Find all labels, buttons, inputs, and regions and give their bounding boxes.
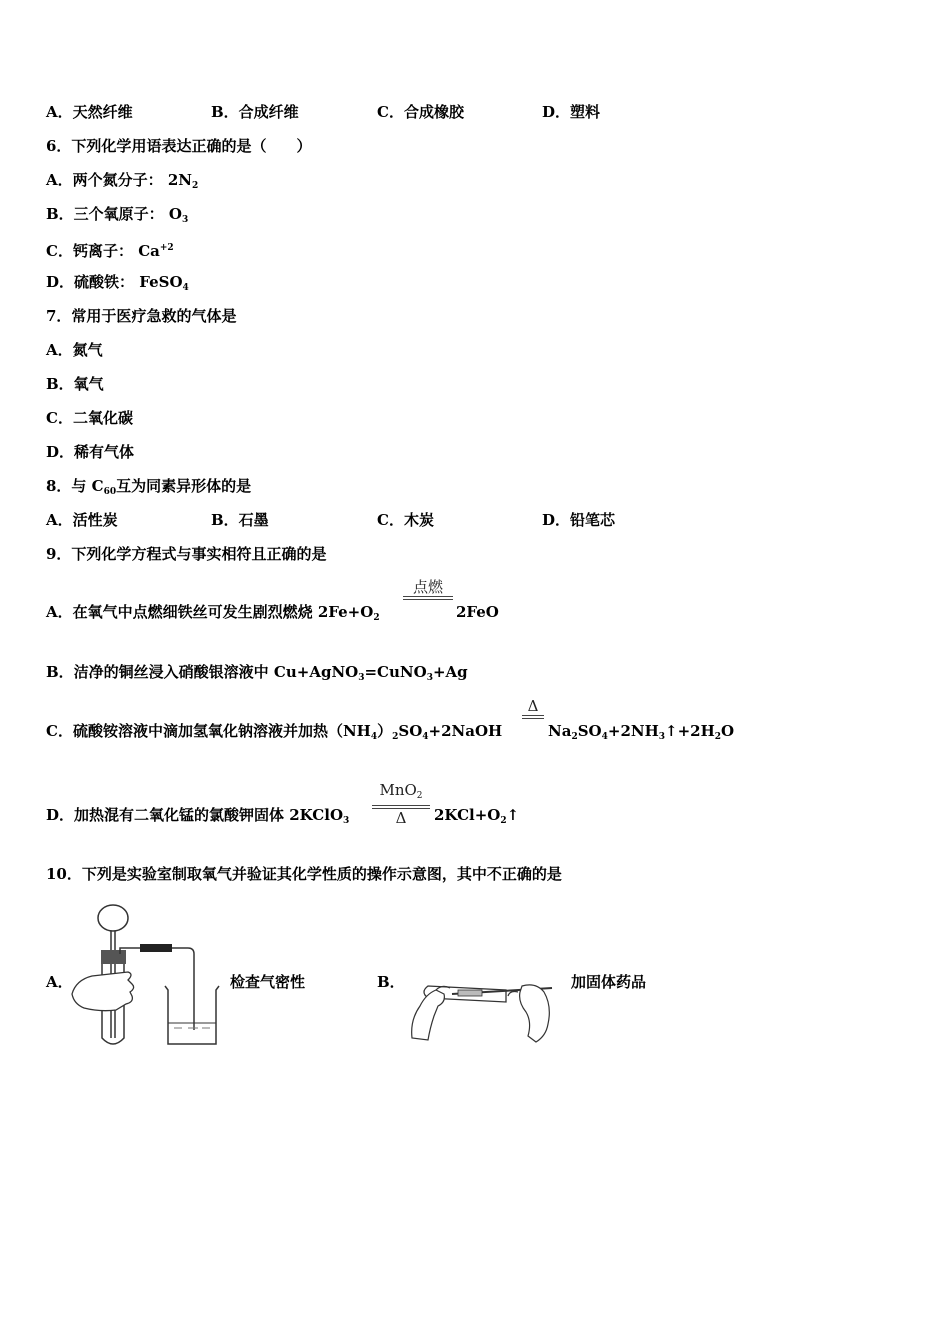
q6-b-label: B．三个氧原子：: [46, 205, 164, 223]
q9-c-p2sub: 4: [601, 732, 608, 742]
q9-d-cond-top-sub: 2: [416, 791, 423, 801]
q6-c-label: C．钙离子：: [46, 242, 133, 260]
q9-b-sub1: 3: [358, 673, 365, 683]
q9-c-sub2: 2: [392, 732, 399, 742]
q9-option-a: [46, 602, 380, 628]
q9-c-p4: ↑+2H: [665, 722, 715, 740]
q9-a-reaction-arrow: [403, 578, 453, 600]
q9-d-product-end: ↑: [506, 806, 520, 824]
q9-c-p4sub: 2: [714, 732, 722, 742]
q6-a-formula: 2N: [167, 171, 193, 189]
q7-option-d: D．稀有气体: [46, 443, 135, 461]
q7-option-a: A．氮气: [46, 341, 103, 359]
q9-c-p5: O: [721, 722, 735, 740]
q6-option-c: [46, 238, 174, 261]
q9-stem: 9．下列化学方程式与事实相符且正确的是: [46, 545, 327, 563]
q9-c-mid1: ）: [377, 722, 393, 740]
q9-d-product-text: 2KCl+O: [434, 806, 501, 824]
q9-d-sub: 3: [343, 816, 350, 826]
q10-option-a-caption: 检查气密性: [230, 973, 306, 991]
q9-b-end: +Ag: [432, 663, 468, 681]
q9-d-reaction-arrow: [372, 781, 430, 827]
q9-d-product: [434, 805, 519, 831]
q9-d-product-sub: 2: [500, 816, 507, 826]
q9-option-d: [46, 805, 349, 831]
q8-stem-pre: 8．与 C: [46, 477, 104, 495]
q9-a-condition: 点燃: [412, 578, 443, 596]
q6-b-sub: 3: [182, 215, 189, 225]
add-solid-reagent-figure: [406, 972, 558, 1046]
q9-c-reaction-arrow: [522, 697, 544, 719]
q10-stem: 10．下列是实验室制取氧气并验证其化学性质的操作示意图，其中不正确的是: [46, 865, 562, 883]
q10-option-a-label: A．: [46, 973, 73, 991]
q9-b-sub2: 3: [426, 673, 433, 683]
q9-c-condition: Δ: [527, 697, 539, 715]
q9-a-text: A．在氧气中点燃细铁丝可发生剧烈燃烧 2Fe+O: [46, 603, 374, 621]
q8-option-c: C．木炭: [377, 511, 434, 529]
q9-c-sub1: 4: [370, 732, 378, 742]
q9-c-sub3: 4: [422, 732, 429, 742]
q7-stem: 7．常用于医疗急救的气体是: [46, 307, 237, 325]
q9-d-cond-bottom: Δ: [395, 809, 407, 827]
q9-c-products: [548, 721, 734, 747]
q9-a-sub: 2: [373, 613, 380, 623]
q6-option-b: [46, 204, 188, 230]
q8-option-d: D．铅笔芯: [542, 511, 616, 529]
q9-c-mid2: SO: [398, 722, 423, 740]
q5-option-d: D．塑料: [542, 103, 601, 121]
q9-option-c: [46, 721, 502, 747]
q9-d-text: D．加热混有二氧化锰的氯酸钾固体 2KClO: [46, 806, 344, 824]
q9-c-p1sub: 2: [571, 732, 578, 742]
q6-d-formula: FeSO: [139, 273, 183, 291]
q6-d-label: D．硫酸铁：: [46, 273, 135, 291]
q9-b-mid: =CuNO: [364, 663, 427, 681]
q9-c-text: C．硫酸铵溶液中滴加氢氧化钠溶液并加热（NH: [46, 722, 371, 740]
q5-option-c: C．合成橡胶: [377, 103, 464, 121]
q9-c-p3: +2NH: [607, 722, 659, 740]
q5-option-a: A．天然纤维: [46, 103, 133, 121]
q9-c-p3sub: 3: [658, 732, 666, 742]
q8-stem-sub: 60: [103, 487, 117, 497]
airtightness-check-figure: [70, 898, 225, 1050]
q9-option-b: [46, 662, 468, 688]
q8-stem-post: 互为同素异形体的是: [116, 477, 252, 495]
q5-option-b: B．合成纤维: [211, 103, 299, 121]
q6-a-sub: 2: [192, 181, 199, 191]
q10-option-b-label: B．: [377, 973, 405, 991]
q9-c-p1: Na: [548, 722, 572, 740]
q9-a-product: 2FeO: [456, 603, 499, 621]
q6-c-formula: Ca: [138, 242, 160, 260]
q9-c-mid3: +2NaOH: [428, 722, 503, 740]
q6-a-label: A．两个氮分子：: [46, 171, 163, 189]
q6-option-a: [46, 170, 198, 196]
q6-d-sub: 4: [182, 283, 189, 293]
q6-b-formula: O: [168, 205, 182, 223]
q8-option-b: B．石墨: [211, 511, 269, 529]
q6-stem: 6．下列化学用语表达正确的是（ ）: [46, 137, 312, 155]
q7-option-c: C．二氧化碳: [46, 409, 133, 427]
q9-d-cond-top: MnO: [379, 781, 417, 799]
q7-option-b: B．氧气: [46, 375, 104, 393]
q9-c-p2: SO: [577, 722, 602, 740]
q9-b-text: B．洁净的铜丝浸入硝酸银溶液中 Cu+AgNO: [46, 663, 359, 681]
q10-option-b-caption: 加固体药品: [571, 973, 647, 991]
q8-option-a: A．活性炭: [46, 511, 118, 529]
q6-option-d: [46, 272, 189, 298]
q8-stem: [46, 476, 251, 502]
q6-c-sup: +2: [159, 243, 174, 253]
